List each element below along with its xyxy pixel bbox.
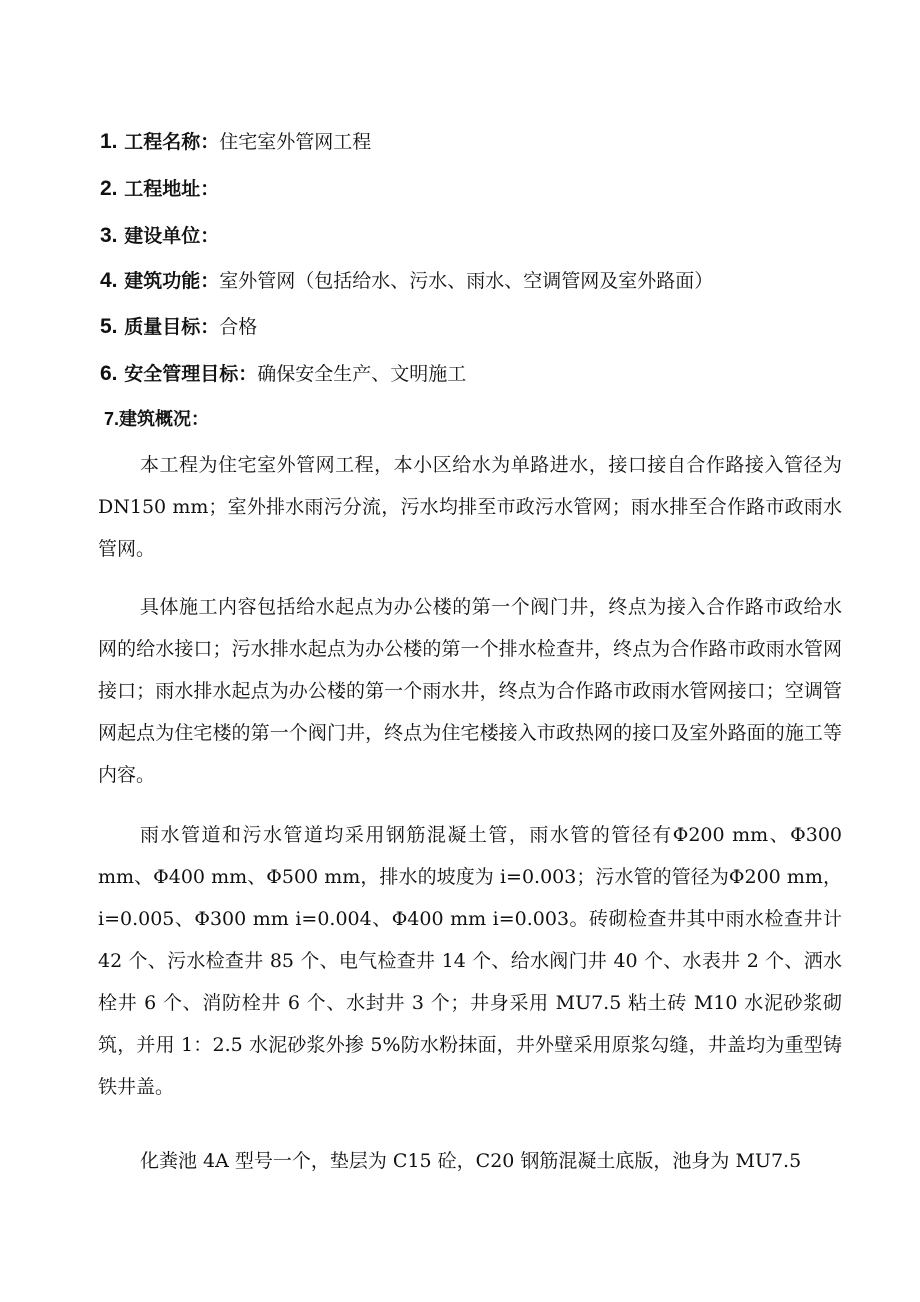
paragraph-pipes: 雨水管道和污水管道均采用钢筋混凝土管，雨水管的管径有Φ200 mm、Φ300 mm、Φ400 mm、Φ500 mm，排水的坡度为 i=0.003；污水管的管径为Φ200 mm，i=0.005、Φ300 mm i=0.004、Φ400 mm i=0.003。砖砌检查井其中雨水检查井计 42 个、污水检查井 85 个、电气检查井 14 个、给水阀门井 40 个、水表井 2 个、洒水栓井 6 个、消防栓井 6 个、水封井 3 个；井身采用 MU7.5 粘土砖 M10 水泥砂浆砌筑，并用 1：2.5 水泥砂浆外掺 5%防水粉抹面，井外壁采用原浆勾缝，井盖均为重型铸铁井盖。 bbox=[98, 824, 842, 1098]
item-number: 5. bbox=[100, 315, 118, 338]
paragraph-scope: 具体施工内容包括给水起点为办公楼的第一个阀门井，终点为接入合作路市政给水网的给水接口；污水排水起点为办公楼的第一个排水检查井，终点为合作路市政雨水管网接口；雨水排水起点为办公楼的第一个雨水井，终点为合作路市政雨水管网接口；空调管网起点为住宅楼的第一个阀门井，终点为住宅楼接入市政热网的接口及室外路面的施工等内容。 bbox=[98, 596, 842, 786]
item-number: 2. bbox=[100, 177, 118, 200]
item-construction-unit bbox=[100, 220, 219, 250]
item-project-address bbox=[100, 173, 219, 203]
item-project-name bbox=[100, 126, 371, 156]
item-number: 7. bbox=[104, 409, 120, 429]
item-number: 6. bbox=[100, 362, 118, 385]
item-label: 工程名称： bbox=[124, 131, 220, 153]
item-label: 工程地址： bbox=[124, 178, 220, 200]
item-value: 确保安全生产、文明施工 bbox=[257, 363, 467, 385]
item-label: 安全管理目标： bbox=[124, 363, 258, 385]
item-building-overview bbox=[104, 403, 209, 433]
item-label: 建筑概况： bbox=[119, 409, 210, 430]
item-label: 建筑功能： bbox=[124, 270, 220, 292]
item-label: 质量目标： bbox=[124, 316, 220, 338]
item-number: 4. bbox=[100, 269, 118, 292]
item-building-function bbox=[100, 265, 713, 295]
item-label: 建设单位： bbox=[124, 225, 220, 247]
item-quality-goal bbox=[100, 311, 257, 341]
item-value: 室外管网（包括给水、污水、雨水、空调管网及室外路面） bbox=[219, 270, 714, 292]
item-value: 住宅室外管网工程 bbox=[219, 131, 372, 153]
paragraph-overview: 本工程为住宅室外管网工程，本小区给水为单路进水，接口接自合作路接入管径为DN150 mm；室外排水雨污分流，污水均排至市政污水管网；雨水排至合作路市政雨水管网。 bbox=[98, 454, 842, 560]
item-number: 3. bbox=[100, 224, 118, 247]
paragraph-septic-tank: 化粪池 4A 型号一个，垫层为 C15 砼，C20 钢筋混凝土底版，池身为 MU7.5 bbox=[140, 1150, 802, 1172]
item-safety-goal bbox=[100, 358, 466, 388]
item-number: 1. bbox=[100, 130, 118, 153]
item-value: 合格 bbox=[219, 316, 258, 338]
